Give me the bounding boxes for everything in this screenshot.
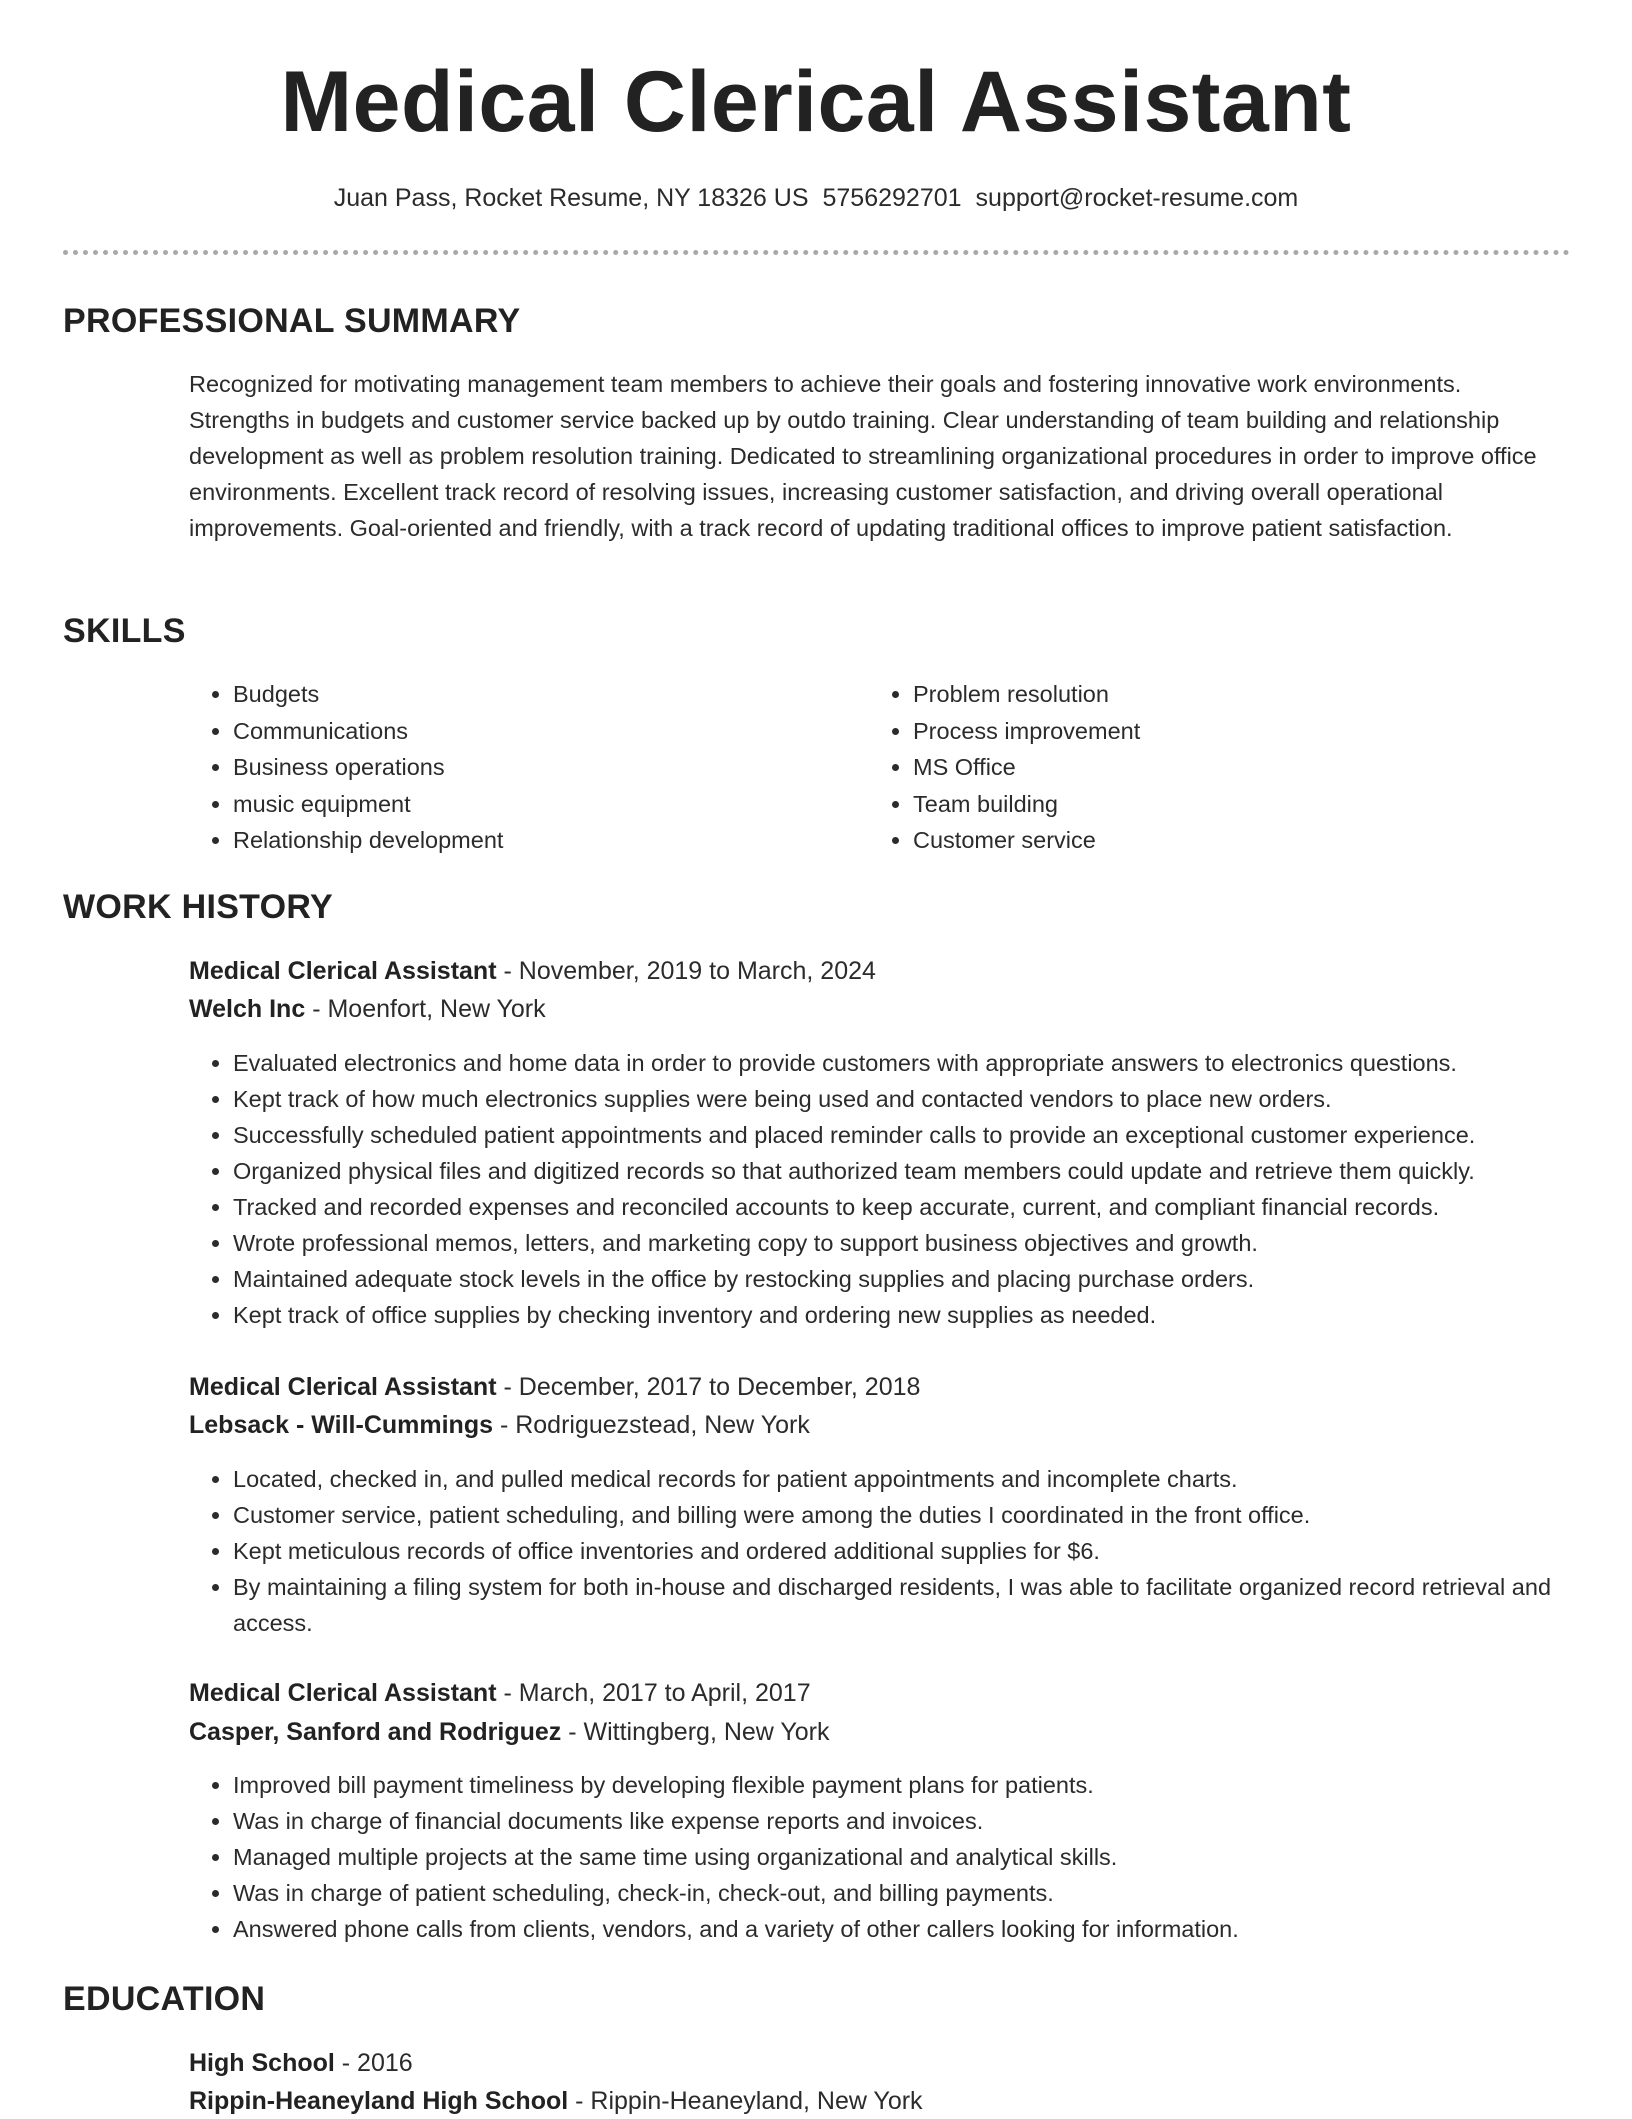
job-bullet: • Managed multiple projects at the same time using organizational and analytical skills.: [233, 1839, 1625, 1875]
job-bullets: [189, 1767, 1625, 1947]
job-location: - Wittingberg, New York: [561, 1718, 830, 1746]
job-bullets: [189, 1045, 1625, 1333]
job-company-line: [189, 1714, 829, 1750]
skill-item: • Process improvement: [913, 713, 1140, 750]
job-bullet: • Was in charge of patient scheduling, check-in, check-out, and billing payments.: [233, 1875, 1625, 1911]
contact-email[interactable]: support@rocket-resume.com: [975, 184, 1299, 212]
job-company: Lebsack - Will-Cummings: [189, 1411, 493, 1439]
education-school: Rippin-Heaneyland High School: [189, 2087, 569, 2115]
job-bullet: • Kept track of how much electronics supplies were being used and contacted vendors to place new orders.: [233, 1081, 1625, 1117]
education-school-line: [189, 2083, 923, 2119]
job-bullet: • Wrote professional memos, letters, and marketing copy to support business objectives and growth.: [233, 1225, 1625, 1261]
contact-address: Juan Pass, Rocket Resume, NY 18326 US: [333, 184, 809, 212]
job-bullet: • Answered phone calls from clients, vendors, and a variety of other callers looking for information.: [233, 1911, 1625, 1947]
job-location: - Rodriguezstead, New York: [493, 1411, 810, 1439]
resume-title: Medical Clerical Assistant: [280, 54, 1352, 150]
job-dates: - December, 2017 to December, 2018: [496, 1373, 921, 1401]
section-title-education: EDUCATION: [63, 1980, 266, 2018]
contact-phone: 5756292701: [822, 184, 962, 212]
skill-item: • Communications: [233, 713, 503, 750]
section-title-summary: PROFESSIONAL SUMMARY: [63, 302, 521, 340]
job-title-line: [189, 1675, 811, 1711]
job-bullet: • Tracked and recorded expenses and reconciled accounts to keep accurate, current, and compliant financial records.: [233, 1189, 1625, 1225]
education-year: - 2016: [334, 2049, 413, 2077]
job-role: Medical Clerical Assistant: [189, 957, 497, 985]
skill-item: • Problem resolution: [913, 676, 1140, 713]
skill-item: • music equipment: [233, 786, 503, 823]
job-dates: - November, 2019 to March, 2024: [496, 957, 876, 985]
education-degree: High School: [189, 2049, 335, 2077]
job-bullet: • Kept meticulous records of office inventories and ordered additional supplies for $6.: [233, 1533, 1625, 1569]
job-bullet: • Was in charge of financial documents like expense reports and invoices.: [233, 1803, 1625, 1839]
job-location: - Moenfort, New York: [305, 995, 546, 1023]
job-bullet: • Successfully scheduled patient appointments and placed reminder calls to provide an exceptional customer experience.: [233, 1117, 1625, 1153]
job-dates: - March, 2017 to April, 2017: [496, 1679, 811, 1707]
job-role: Medical Clerical Assistant: [189, 1373, 497, 1401]
job-company: Welch Inc: [189, 995, 306, 1023]
job-title-line: [189, 953, 876, 989]
education-degree-line: [189, 2045, 413, 2081]
section-title-work-history: WORK HISTORY: [63, 888, 333, 926]
education-location: - Rippin-Heaneyland, New York: [568, 2087, 923, 2115]
skill-item: • Budgets: [233, 676, 503, 713]
job-bullet: • Located, checked in, and pulled medical records for patient appointments and incomplete charts.: [233, 1461, 1625, 1497]
job-bullet: • Improved bill payment timeliness by developing flexible payment plans for patients.: [233, 1767, 1625, 1803]
job-bullets: [189, 1461, 1625, 1641]
job-bullet: • Customer service, patient scheduling, and billing were among the duties I coordinated in the front office.: [233, 1497, 1625, 1533]
job-company: Casper, Sanford and Rodriguez: [189, 1718, 562, 1746]
skill-item: • Team building: [913, 786, 1140, 823]
job-bullet: • Organized physical files and digitized records so that authorized team members could update and retrieve them quickly.: [233, 1153, 1625, 1189]
skills-list-left: [189, 676, 503, 859]
skill-item: • Relationship development: [233, 822, 503, 859]
section-title-skills: SKILLS: [63, 612, 186, 650]
job-title-line: [189, 1369, 920, 1405]
job-company-line: [189, 991, 546, 1027]
skills-list-right: [869, 676, 1140, 859]
job-bullet: • Maintained adequate stock levels in the office by restocking supplies and placing purchase orders.: [233, 1261, 1625, 1297]
job-company-line: [189, 1407, 810, 1443]
skill-item: • Business operations: [233, 749, 503, 786]
skill-item: • Customer service: [913, 822, 1140, 859]
job-role: Medical Clerical Assistant: [189, 1679, 497, 1707]
summary-text: Recognized for motivating management team members to achieve their goals and fostering innovative work environments. Strengths in budgets and customer service backed up by outdo training. Clear understanding of team building and relationship development as well as problem resolution training. Dedicated to streamlining organizational procedures in order to improve office environments. Excellent track record of resolving issues, increasing customer satisfaction, and driving overall operational improvements. Goal-oriented and friendly, with a track record of updating traditional offices to improve patient satisfaction.: [189, 371, 1537, 541]
job-bullet: • Kept track of office supplies by checking inventory and ordering new supplies as needed.: [233, 1297, 1625, 1333]
header-divider: [63, 250, 1570, 255]
job-bullet: • Evaluated electronics and home data in order to provide customers with appropriate answers to electronics questions.: [233, 1045, 1625, 1081]
job-bullet: • By maintaining a filing system for both in-house and discharged residents, I was able to facilitate organized record retrieval and access.: [233, 1569, 1625, 1641]
skill-item: • MS Office: [913, 749, 1140, 786]
contact-line: [0, 180, 1632, 216]
